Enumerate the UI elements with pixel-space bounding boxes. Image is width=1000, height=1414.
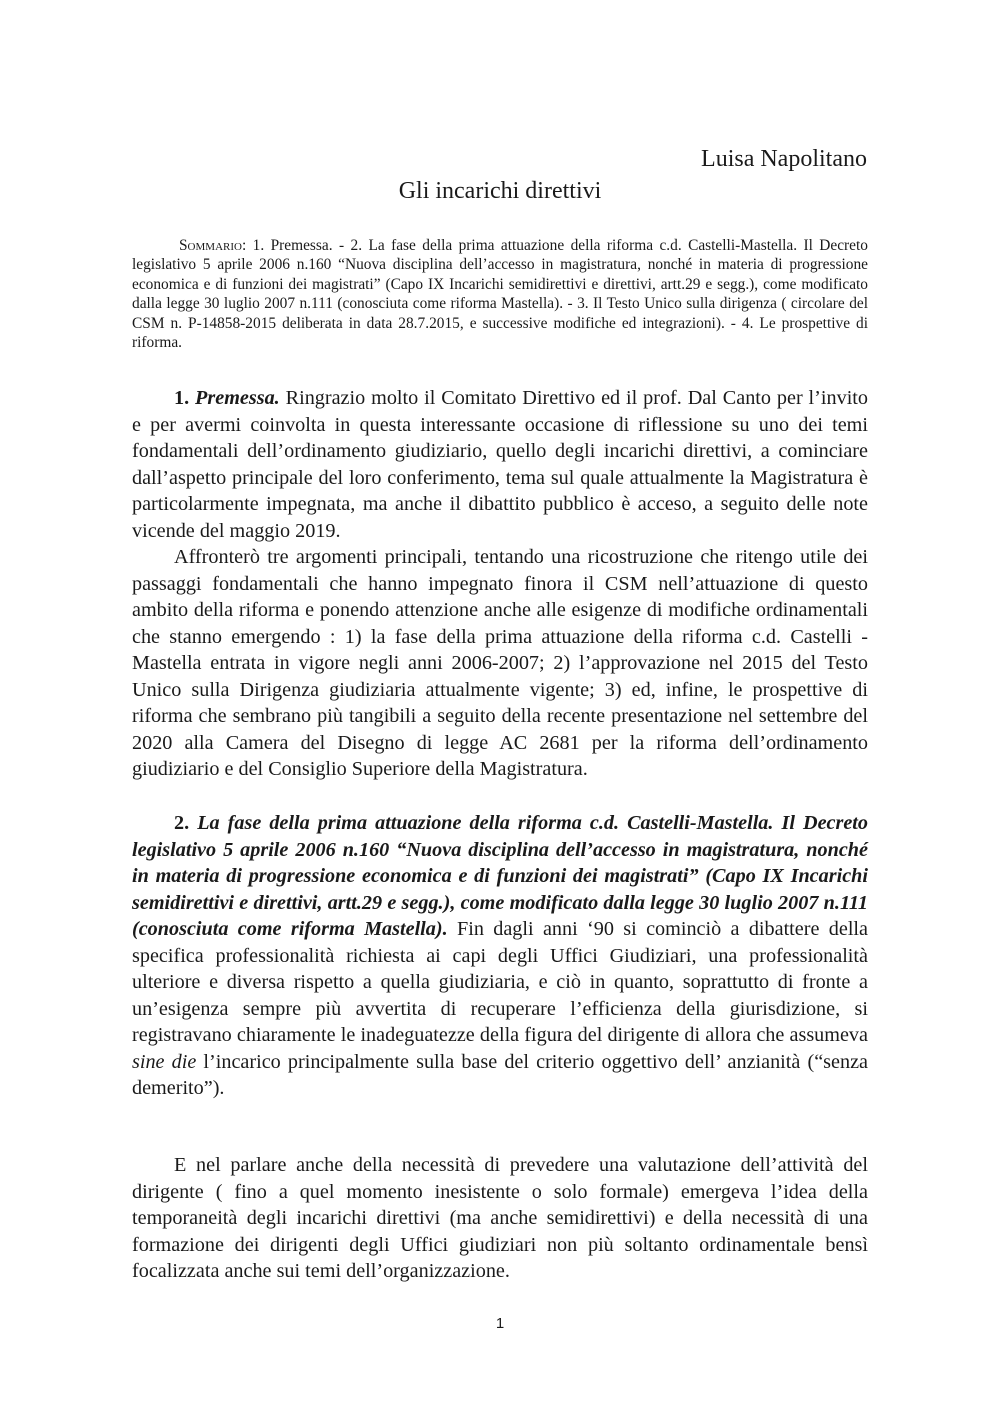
section-1-number: 1. <box>174 387 190 409</box>
section-1-paragraph-2: Affronterò tre argomenti principali, tentando una ricostruzione che ritengo utile dei passaggi fondamentali che hanno impegnato finora il CSM nell’attuazione di questo ambito della riforma e ponendo attenzione anche alle esigenze di modifiche ordinamentali che stanno emergendo : 1) la fase della prima attuazione della riforma c.d. Castelli -Mastella entrata in vigore negli anni 2006-2007; 2) l’approvazione nel 2015 del Testo Unico sulla Dirigenza giudiziaria attualmente vigente; 3) ed, infine, le prospettive di riforma che sembrano più tangibili a seguito della recente presentazione nel settembre del 2020 alla Camera del Disegno di legge AC 2681 per la riforma dell’ordinamento giudiziario e del Consiglio Superiore della Magistratura. <box>132 546 868 780</box>
section-1-paragraph <box>132 385 868 544</box>
summary-paragraph <box>132 236 868 352</box>
page-number: 1 <box>495 1315 505 1332</box>
author-name: Luisa Napolitano <box>701 146 867 172</box>
page-title: Gli incarichi direttivi <box>398 178 602 204</box>
section-2-paragraph-2: E nel parlare anche della necessità di prevedere una valutazione dell’attività del dirigente ( fino a quel momento inesistente o solo formale) emergeva l’idea della temporaneità degli incarichi direttivi (ma anche semidirettivi) e della necessità di una formazione dei dirigenti degli Uffici giudiziari non più soltanto ordinamentale bensì focalizzata anche sui temi dell’organizzazione. <box>132 1154 868 1282</box>
section-1-text: Ringrazio molto il Comitato Direttivo ed il prof. Dal Canto per l’invito e per avermi coinvolta in questa interessante occasione di riflessione su uno dei temi fondamentali dell’ordinamento giudiziario, quello degli incarichi direttivi, a cominciare dall’aspetto principale del loro conferimento, tema sul quale attualmente la Magistratura è particolarmente impegnata, ma anche il dibattito pubblico è acceso, a seguito delle note vicende del maggio 2019. <box>132 387 868 542</box>
summary-text: : 1. Premessa. - 2. La fase della prima attuazione della riforma c.d. Castelli-Mastella. Il Decreto legislativo 5 aprile 2006 n.160 “Nuova disciplina dell’accesso in magistratura, nonché in materia di progressione economica e di funzioni dei magistrati” (Capo IX Incarichi semidirettivi e direttivi, artt.29 e segg.), come modificato dalla legge 30 luglio 2007 n.111 (conosciuta come riforma Mastella). - 3. Il Testo Unico sulla dirigenza ( circolare del CSM n. P-14858-2015 deliberata in data 28.7.2015, e successive modifiche ed integrazioni). - 4. Le prospettive di riforma. <box>132 237 868 352</box>
summary-label: Sommario <box>179 237 242 254</box>
section-1-heading: Premessa. <box>195 387 280 409</box>
section-2-text-before: Fin dagli anni ‘90 si cominciò a dibattere della specifica professionalità richiesta ai capi degli Uffici Giudiziari, una professionalità ulteriore e diversa rispetto a quella giudiziaria, e ciò in quanto, soprattutto di fronte a un’esigenza sempre più avvertita di recuperare l’efficienza della giurisdizione, si registravano chiaramente le inadeguatezze della figura del dirigente di allora che assumeva <box>132 918 869 1046</box>
section-2-italic-term: sine die <box>132 1050 197 1073</box>
section-2-text-after: l’incarico principalmente sulla base del criterio oggettivo dell’ anzianità (“senza demerito”). <box>132 1050 868 1099</box>
section-2-number: 2. <box>174 812 190 834</box>
section-2-heading: La fase della prima attuazione della riforma c.d. Castelli-Mastella. Il Decreto legislativo 5 aprile 2006 n.160 “Nuova disciplina dell’accesso in magistratura, nonché in materia di progressione economica e di funzioni dei magistrati” (Capo IX Incarichi semidirettivi e direttivi, artt.29 e segg.), come modificato dalla legge 30 luglio 2007 n.111 (conosciuta come riforma Mastella). <box>132 812 869 940</box>
section-2-paragraph <box>132 810 868 1102</box>
